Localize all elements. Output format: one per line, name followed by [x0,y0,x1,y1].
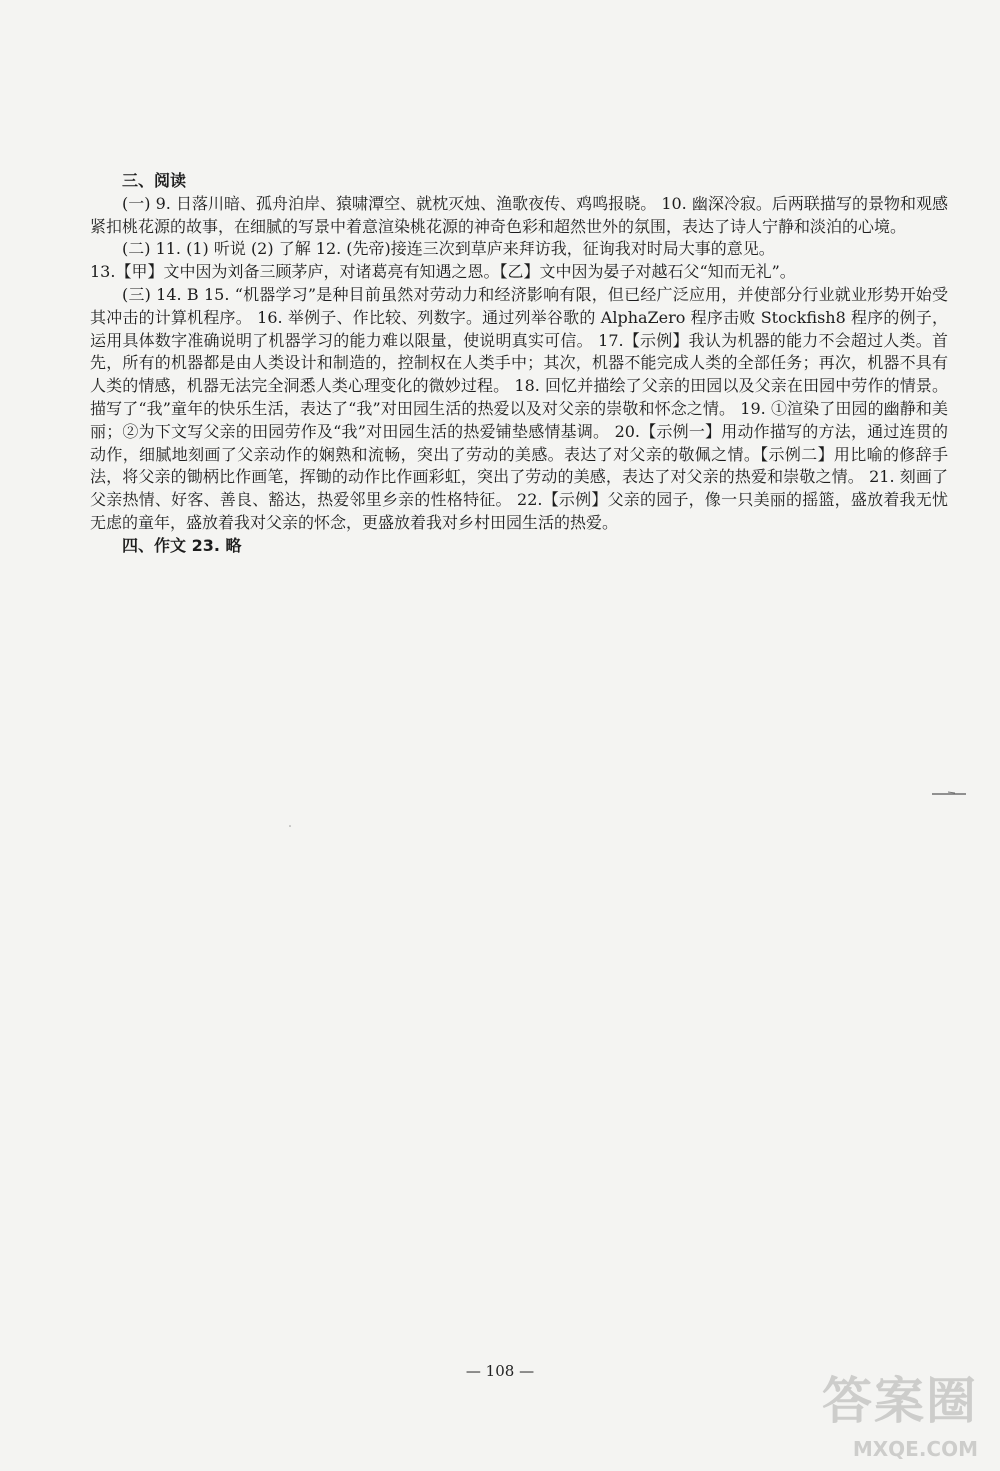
scan-mark-2 [948,792,955,793]
watermark-logo-text: 答案圈 [822,1372,978,1430]
section-heading-reading: 三、阅读 [122,171,187,190]
answer-paragraph-1: (一) 9. 日落川暗、孤舟泊岸、猿啸潭空、就枕灭烛、渔歌夜传、鸡鸣报晓。 10. 幽深冷寂。后两联描写的景物和观感紧扣桃花源的故事，在细腻的写景中着意渲染桃花源的神奇色彩和超然世外的氛围，表达了诗人宁静和淡泊的心境。 [90,193,948,236]
answer-paragraph-2: (二) 11. (1) 听说 (2) 了解 12. (先帝)接连三次到草庐来拜访我，征询我对时局大事的意见。 [122,239,775,259]
page-number: — 108 — [465,1362,535,1380]
watermark-url: MXQE.COM [852,1437,978,1461]
section-heading-writing: 四、作文 23. 略 [122,535,242,555]
answer-paragraph-4: (三) 14. B 15. “机器学习”是种目前虽然对劳动力和经济影响有限，但已经广泛应用，并使部分行业就业形势开始受其冲击的计算机程序。 16. 举例子、作比较、列数字。通过列举谷歌的 AlphaZero 程序击败 Stockfish8 程序的例子，运用具体数字准确说明了机器学习的能力难以限量，使说明真实可信。 17.【示例】我认为机器的能力不会超过人类。首先，所有的机器都是由人类设计和制造的，控制权在人类手中；其次，机器不能完成人类的全部任务；再次，机器不具有人类的情感，机器无法完全洞悉人类心理变化的微妙过程。 18. 回忆并描绘了父亲的田园以及父亲在田园中劳作的情景。描写了“我”童年的快乐生活，表达了“我”对田园生活的热爱以及对父亲的崇敬和怀念之情。 19. ①渲染了田园的幽静和美丽；②为下文写父亲的田园劳作及“我”对田园生活的热爱铺垫感情基调。 20.【示例一】用动作描写的方法，通过连贯的动作，细腻地刻画了父亲动作的娴熟和流畅，突出了劳动的美感。表达了对父亲的敬佩之情。【示例二】用比喻的修辞手法，将父亲的锄柄比作画笔，挥锄的动作比作画彩虹，突出了劳动的美感，表达了对父亲的热爱和崇敬之情。 21. 刻画了父亲热情、好客、善良、豁达，热爱邻里乡亲的性格特征。 22.【示例】父亲的园子，像一只美丽的摇篮，盛放着我无忧无虑的童年，盛放着我对父亲的怀念，更盛放着我对乡村田园生活的热爱。 [90,284,948,532]
answer-paragraph-3: 13.【甲】文中因为刘备三顾茅庐，对诸葛亮有知遇之恩。【乙】文中因为晏子对越石父“知而无礼”。 [90,262,796,282]
watermark-logo [788,1361,978,1461]
scan-dot-2 [289,825,291,827]
answer-content [90,170,948,558]
